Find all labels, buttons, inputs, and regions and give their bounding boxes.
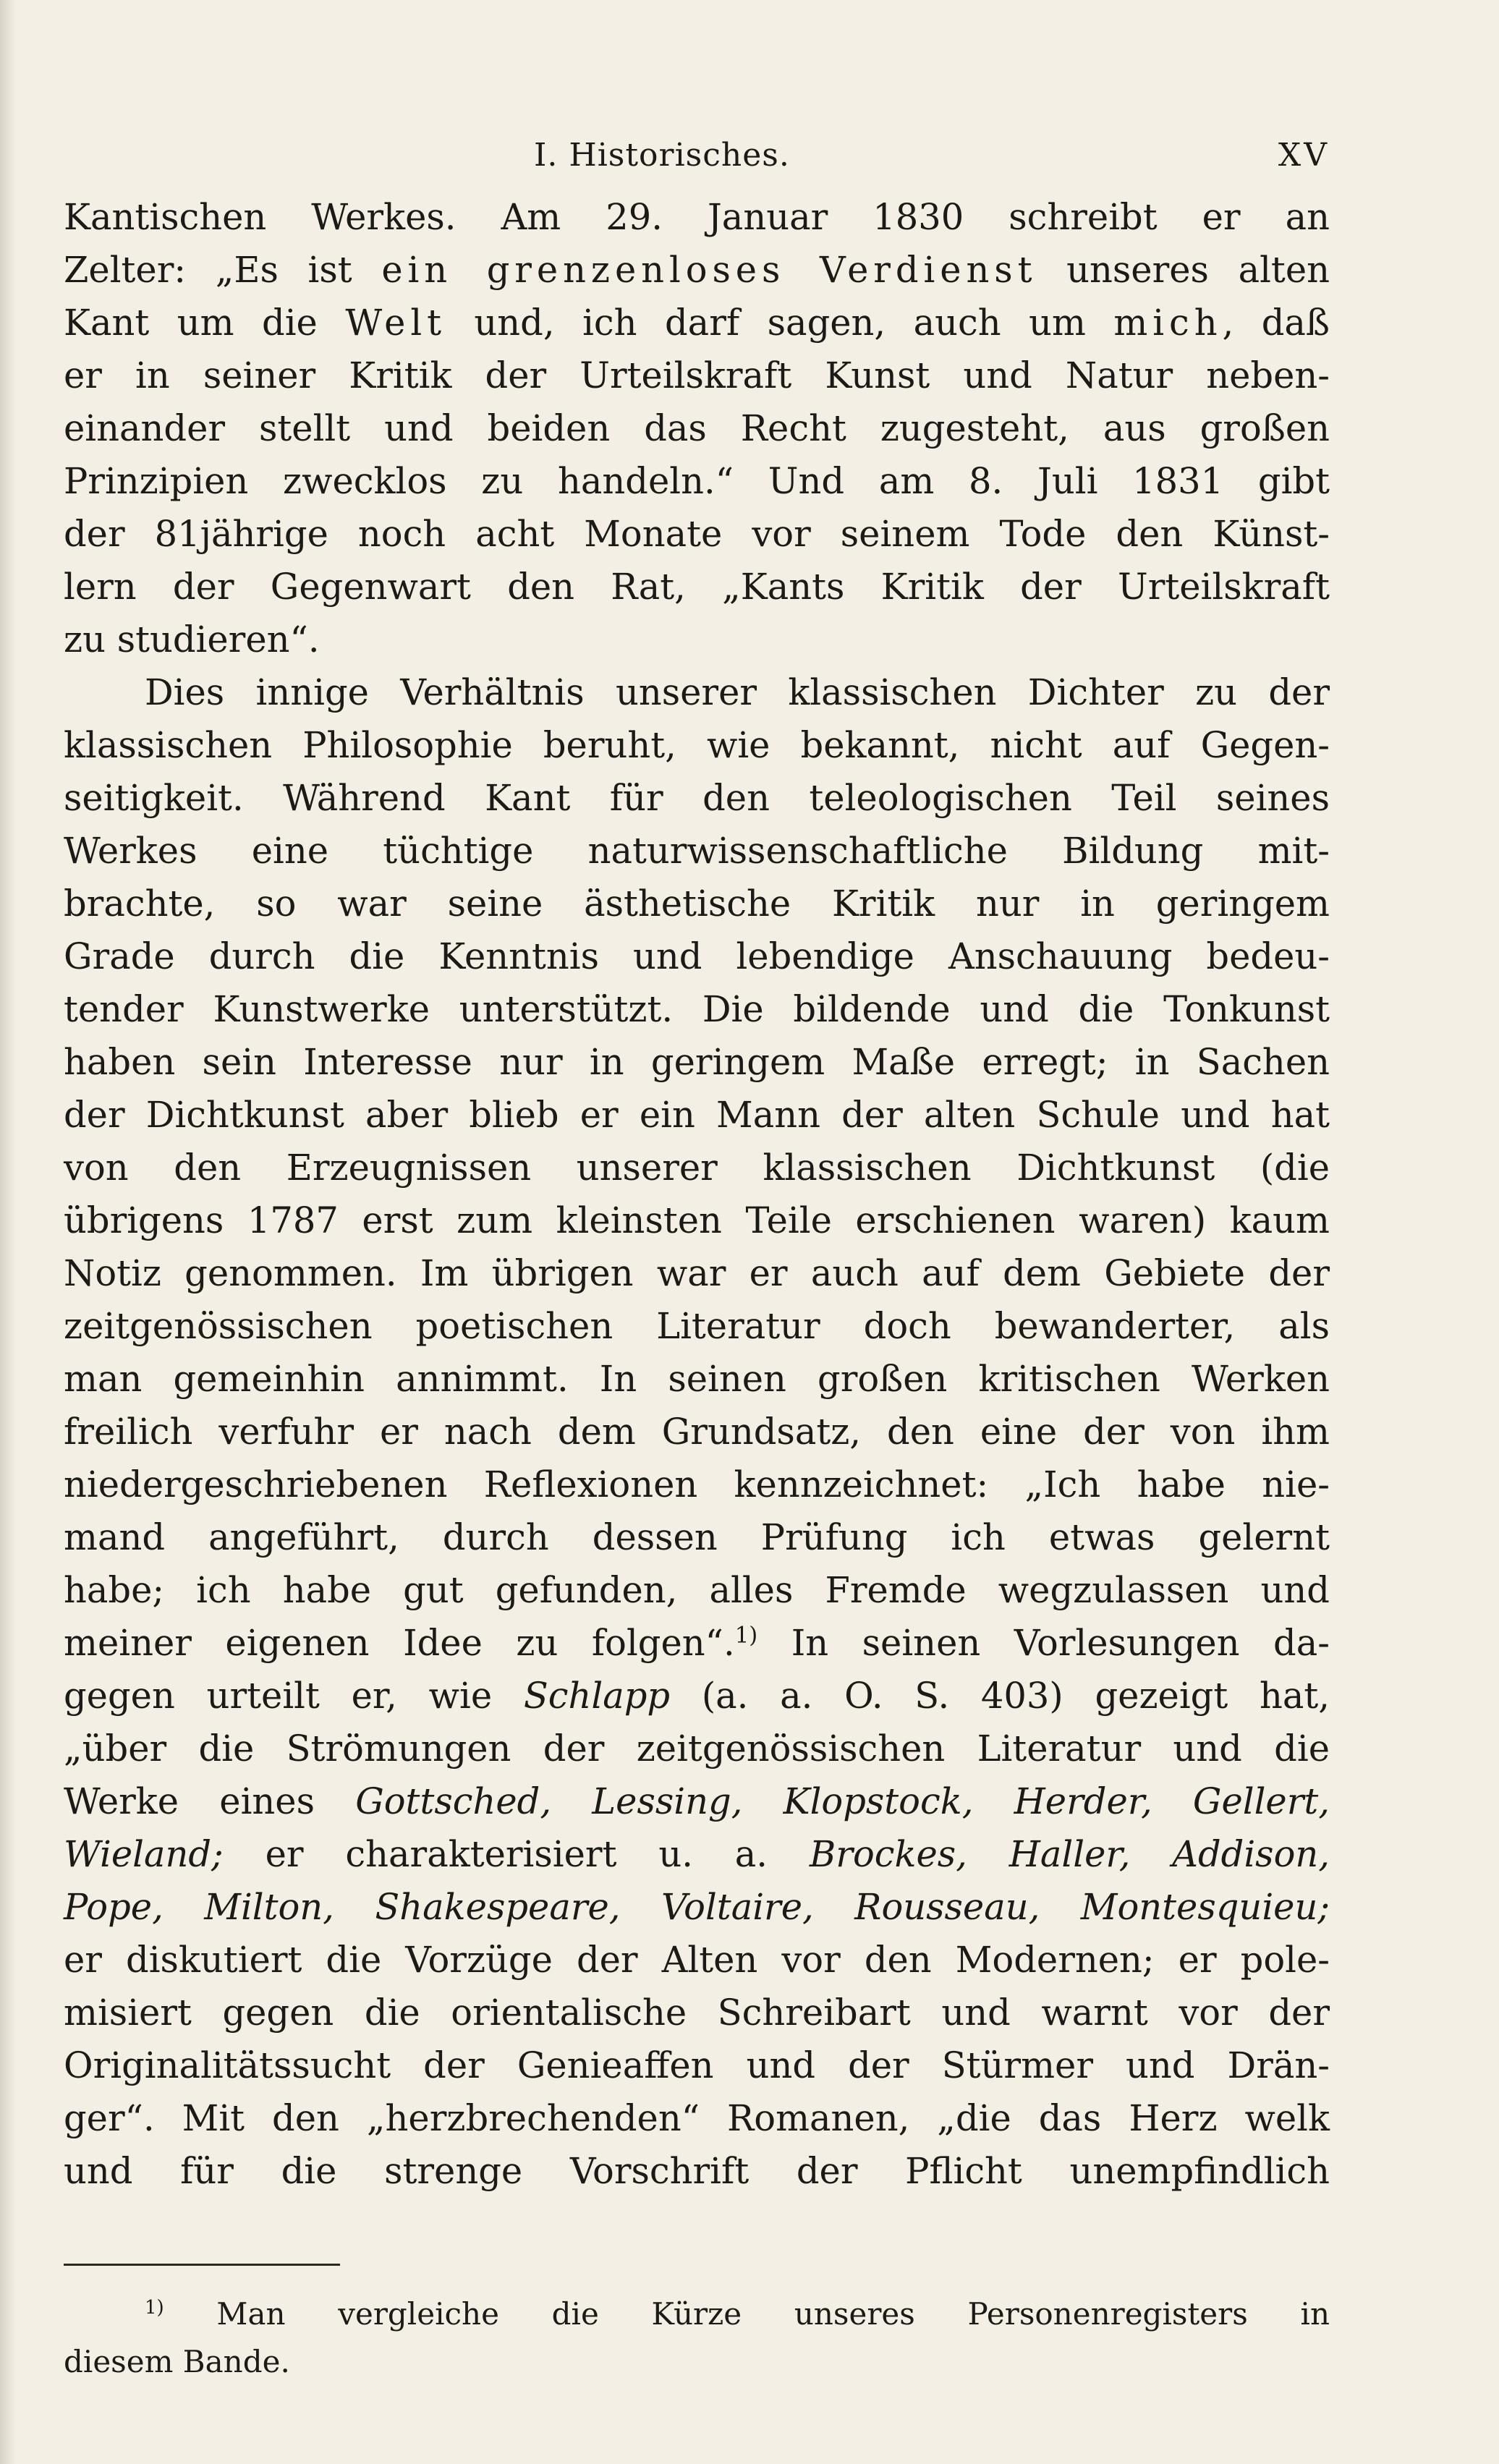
running-header xyxy=(64,130,1330,181)
author-names: Gottsched, Lessing, Klopstock, Herder, Gellert, xyxy=(355,1780,1330,1822)
text-line: der 81jährige noch acht Monate vor seinem Tode den Künst- xyxy=(64,513,1330,555)
page-number: XV xyxy=(1278,137,1330,174)
text-line: ger“. Mit den „herzbrechenden“ Romanen, „die das Herz welk xyxy=(64,2097,1330,2139)
text-line: Prinzipien zwecklos zu handeln.“ Und am 8. Juli 1831 gibt xyxy=(64,460,1330,502)
text-line: brachte, so war seine ästhetische Kritik nur in geringem xyxy=(64,883,1330,925)
text-line: er in seiner Kritik der Urteilskraft Kunst und Natur neben- xyxy=(64,354,1330,396)
footnote-reference: 1) xyxy=(734,1623,758,1649)
text-line: Kant um die Welt und, ich darf sagen, auch um mich, daß xyxy=(64,302,1330,344)
text-line: man gemeinhin annimmt. In seinen großen kritischen Werken xyxy=(64,1358,1330,1400)
text-line: Originalitätssucht der Genieaffen und der Stürmer und Drän- xyxy=(64,2044,1330,2086)
text-line: Kantischen Werkes. Am 29. Januar 1830 schreibt er an xyxy=(64,196,1330,238)
text-line: er diskutiert die Vorzüge der Alten vor den Modernen; er pole- xyxy=(64,1939,1330,1981)
text-line: und für die strenge Vorschrift der Pflicht unempfindlich xyxy=(64,2150,1330,2192)
author-names: Brockes, Haller, Addison, xyxy=(809,1833,1330,1875)
spaced-emphasis: Welt xyxy=(345,302,446,344)
footnote-marker: 1) xyxy=(145,2297,164,2319)
text-line: Wieland; er charakterisiert u. a. Brockes, Haller, Addison, xyxy=(64,1833,1330,1875)
text-line: Werke eines Gottsched, Lessing, Klopstock, Herder, Gellert, xyxy=(64,1780,1330,1822)
body-text xyxy=(64,191,1330,2198)
text-line: Grade durch die Kenntnis und lebendige Anschauung bedeu- xyxy=(64,935,1330,977)
text-line: seitigkeit. Während Kant für den teleologischen Teil seines xyxy=(64,777,1330,819)
text-line: Notiz genommen. Im übrigen war er auch auf dem Gebiete der xyxy=(64,1252,1330,1294)
text-line: zeitgenössischen poetischen Literatur doch bewanderter, als xyxy=(64,1305,1330,1347)
footnote-line: diesem Bande. xyxy=(64,2344,290,2379)
paragraph-start-line: Dies innige Verhältnis unserer klassischen Dichter zu der xyxy=(145,671,1330,713)
text-line: misiert gegen die orientalische Schreibart und warnt vor der xyxy=(64,1992,1330,2034)
footnote-rule xyxy=(64,2264,340,2266)
page-edge xyxy=(0,0,16,2464)
text-line: Zelter: „Es ist ein grenzenloses Verdienst unseres alten xyxy=(64,249,1330,291)
text-line: freilich verfuhr er nach dem Grundsatz, den eine der von ihm xyxy=(64,1411,1330,1453)
spaced-emphasis: mich xyxy=(1113,302,1223,344)
text-line: einander stellt und beiden das Recht zugesteht, aus großen xyxy=(64,407,1330,449)
text-line: der Dichtkunst aber blieb er ein Mann der alten Schule und hat xyxy=(64,1094,1330,1136)
text-line: mand angeführt, durch dessen Prüfung ich etwas gelernt xyxy=(64,1516,1330,1558)
footnote xyxy=(64,2290,1330,2386)
text-line: klassischen Philosophie beruht, wie bekannt, nicht auf Gegen- xyxy=(64,724,1330,766)
running-title: I. Historisches. xyxy=(534,137,790,174)
text-line: niedergeschriebenen Reflexionen kennzeichnet: „Ich habe nie- xyxy=(64,1463,1330,1505)
text-line: „über die Strömungen der zeitgenössischen Literatur und die xyxy=(64,1728,1330,1770)
text-line: tender Kunstwerke unterstützt. Die bildende und die Tonkunst xyxy=(64,988,1330,1030)
text-line: habe; ich habe gut gefunden, alles Fremde wegzulassen und xyxy=(64,1569,1330,1611)
author-name: Schlapp xyxy=(523,1675,671,1717)
text-line: haben sein Interesse nur in geringem Maße erregt; in Sachen xyxy=(64,1041,1330,1083)
text-line: zu studieren“. xyxy=(64,619,320,660)
text-line: Pope, Milton, Shakespeare, Voltaire, Rousseau, Montesquieu; xyxy=(64,1886,1330,1928)
text-line: meiner eigenen Idee zu folgen“.$^{1)}$ In seinen Vorlesungen da- xyxy=(64,1622,1330,1664)
footnote-line: $^{1)}$ Man vergleiche die Kürze unseres Personenregisters in xyxy=(145,2296,1330,2332)
spaced-emphasis: ein grenzenloses Verdienst xyxy=(381,249,1037,291)
text-line: Werkes eine tüchtige naturwissenschaftliche Bildung mit- xyxy=(64,830,1330,872)
text-line: übrigens 1787 erst zum kleinsten Teile erschienen waren) kaum xyxy=(64,1199,1330,1241)
text-line: gegen urteilt er, wie Schlapp (a. a. O. S. 403) gezeigt hat, xyxy=(64,1675,1330,1717)
text-line: lern der Gegenwart den Rat, „Kants Kritik der Urteilskraft xyxy=(64,566,1330,608)
text-line: von den Erzeugnissen unserer klassischen Dichtkunst (die xyxy=(64,1147,1330,1189)
author-names: Wieland; xyxy=(64,1833,224,1875)
